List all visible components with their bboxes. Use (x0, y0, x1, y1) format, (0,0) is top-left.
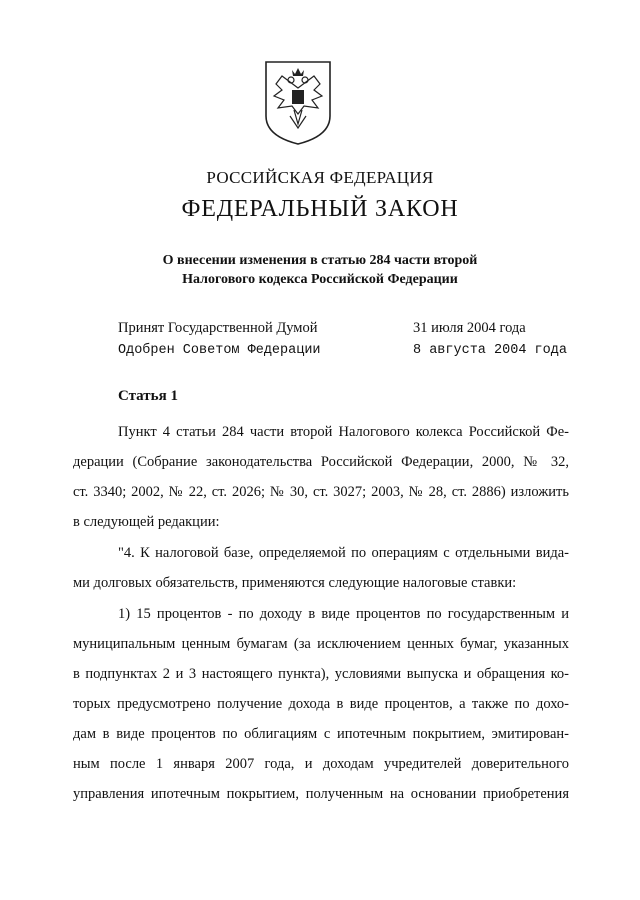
article-text-line: торых предусмотрено получение дохода в виде процентов, а также по дохо- (73, 696, 569, 712)
article-text-line: ми долговых обязательств, применяются следующие налоговые ставки: (73, 575, 517, 591)
law-subject-line-1: О внесении изменения в статью 284 части второй (162, 253, 478, 268)
article-text-line: в следующей редакции: (73, 514, 220, 530)
article-text-line: дам в виде процентов по облигациям с ипотечным покрытием, эмитирован- (73, 726, 569, 742)
article-text-line: ным после 1 января 2007 года, и доходам учредителей доверительного (73, 756, 569, 772)
law-subject-line-2: Налогового кодекса Российской Федерации (182, 272, 458, 287)
adopted-by-duma-label: Принят Государственной Думой (118, 320, 318, 336)
approved-date: 8 августа 2004 года (413, 343, 567, 358)
country-name: РОССИЙСКАЯ ФЕДЕРАЦИЯ (206, 168, 434, 187)
document-type-title: ФЕДЕРАЛЬНЫЙ ЗАКОН (181, 196, 459, 222)
article-text-line: ст. 3340; 2002, № 22, ст. 2026; № 30, ст. 3027; 2003, № 28, ст. 2886) изложить (73, 484, 569, 500)
article-text-line: Пункт 4 статьи 284 части второй Налогового колекса Российской Фе- (118, 424, 569, 440)
article-text-line: дерации (Собрание законодательства Российской Федерации, 2000, № 32, (73, 454, 569, 470)
article-text-line: в подпунктах 2 и 3 настоящего пункта), условиями выпуска и обращения ко- (73, 666, 569, 682)
coat-of-arms-icon (262, 58, 334, 148)
article-heading: Статья 1 (118, 388, 178, 404)
article-text-line: муниципальным ценным бумагам (за исключением ценных бумаг, указанных (73, 636, 569, 652)
article-text-line: 1) 15 процентов - по доходу в виде процентов по государственным и (118, 606, 569, 622)
approved-by-federation-council-label: Одобрен Советом Федерации (118, 343, 321, 358)
adopted-date: 31 июля 2004 года (413, 320, 526, 336)
article-text-line: "4. К налоговой базе, определяемой по операциям с отдельными вида- (118, 545, 569, 561)
article-text-line: управления ипотечным покрытием, полученным на основании приобретения (73, 786, 569, 802)
